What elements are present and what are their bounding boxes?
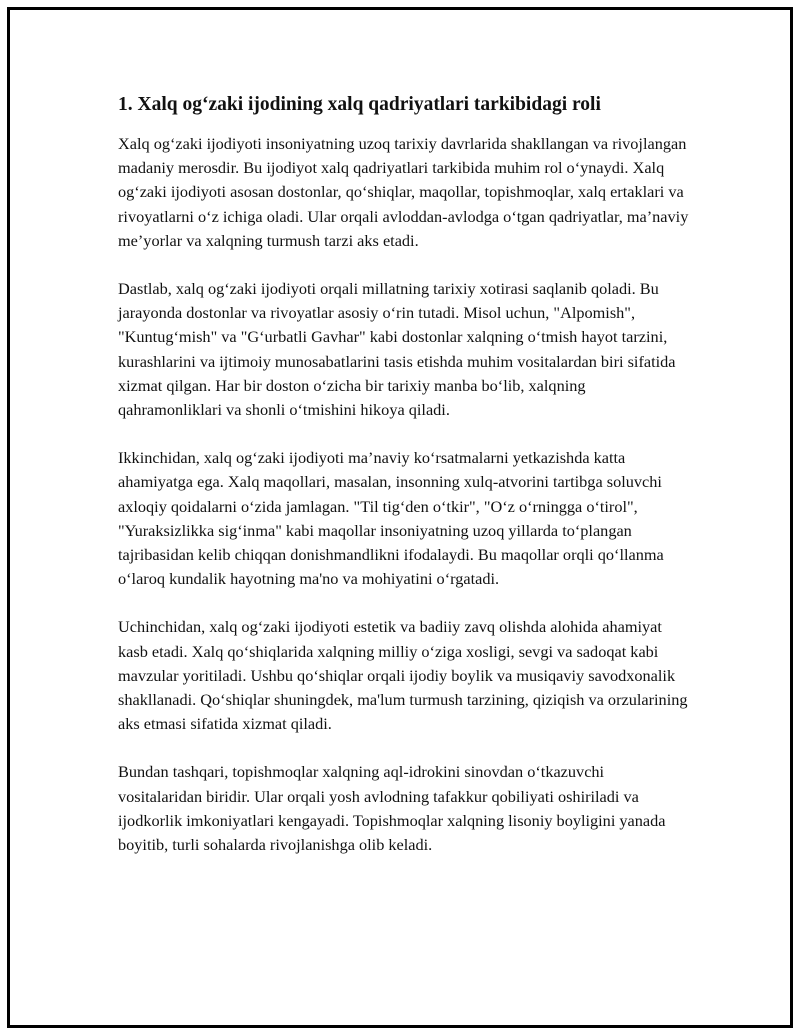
paragraph-historical-memory: Dastlab, xalq og‘zaki ijodiyoti orqali millatning tarixiy xotirasi saqlanib qoladi. Bu jarayonda dostonlar va rivoyatlar asosiy o‘rin tutadi. Misol uchun, "Alpomish", "Kuntug‘mish" va "G‘urbatli Gavhar" kabi dostonlar xalqning o‘tmish hayot tarzini, kurashlarini va ijtimoiy munosabatlarini tasis etishda muhim vositalardan biri sifatida xizmat qilgan. Har bir doston o‘zicha bir tarixiy manba bo‘lib, xalqning qahramonliklari va shonli o‘tmishini hikoya qiladi. <box>118 279 676 420</box>
paragraph-intro: Xalq og‘zaki ijodiyoti insoniyatning uzoq tarixiy davrlarida shakllangan va rivojlangan madaniy merosdir. Bu ijodiyot xalq qadriyatlari tarkibida muhim rol o‘ynaydi. Xalq og‘zaki ijodiyoti asosan dostonlar, qo‘shiqlar, maqollar, topishmoqlar, xalq ertaklari va rivoyatlarni o‘z ichiga oladi. Ular orqali avloddan-avlodga o‘tgan qadriyatlar, ma’naviy me’yorlar va xalqning turmush tarzi aks etadi. <box>118 134 689 250</box>
paragraph-aesthetic-value: Uchinchidan, xalq og‘zaki ijodiyoti estetik va badiiy zavq olishda alohida ahamiyat kasb etadi. Xalq qo‘shiqlarida xalqning milliy o‘ziga xosligi, sevgi va sadoqat kabi mavzular yoritiladi. Ushbu qo‘shiqlar orqali ijodiy boylik va musiqaviy savodxonalik shakllanadi. Qo‘shiqlar shuningdek, ma'lum turmush tarzining, qiziqish va orzularining aks etmasi sifatida xizmat qiladi. <box>118 617 688 734</box>
section-title: 1. Xalq og‘zaki ijodining xalq qadriyatlari tarkibidagi roli <box>118 94 601 115</box>
document-body <box>118 92 692 881</box>
paragraph-riddles: Bundan tashqari, topishmoqlar xalqning aql-idrokini sinovdan o‘tkazuvchi vositalaridan biridir. Ular orqali yosh avlodning tafakkur qobiliyati oshiriladi va ijodkorlik imkoniyatlari kengayadi. Topishmoqlar xalqning lisoniy boyligini yanada boyitib, turli sohalarda rivojlanishga olib keladi. <box>118 762 666 855</box>
paragraph-moral-guidance: Ikkinchidan, xalq og‘zaki ijodiyoti ma’naviy ko‘rsatmalarni yetkazishda katta ahamiyatga ega. Xalq maqollari, masalan, insonning xulq-atvorini tartibga soluvchi axloqiy qoidalarni o‘zida jamlagan. "Til tig‘den o‘tkir", "O‘z o‘rningga o‘tirol", "Yuraksizlikka sig‘inma" kabi maqollar insoniyatning uzoq yillarda to‘plangan tajribasidan kelib chiqqan donishmandlikni ifodalaydi. Bu maqollar orqli qo‘llanma o‘laroq kundalik hayotning ma'no va mohiyatini o‘rgatadi. <box>118 448 664 589</box>
